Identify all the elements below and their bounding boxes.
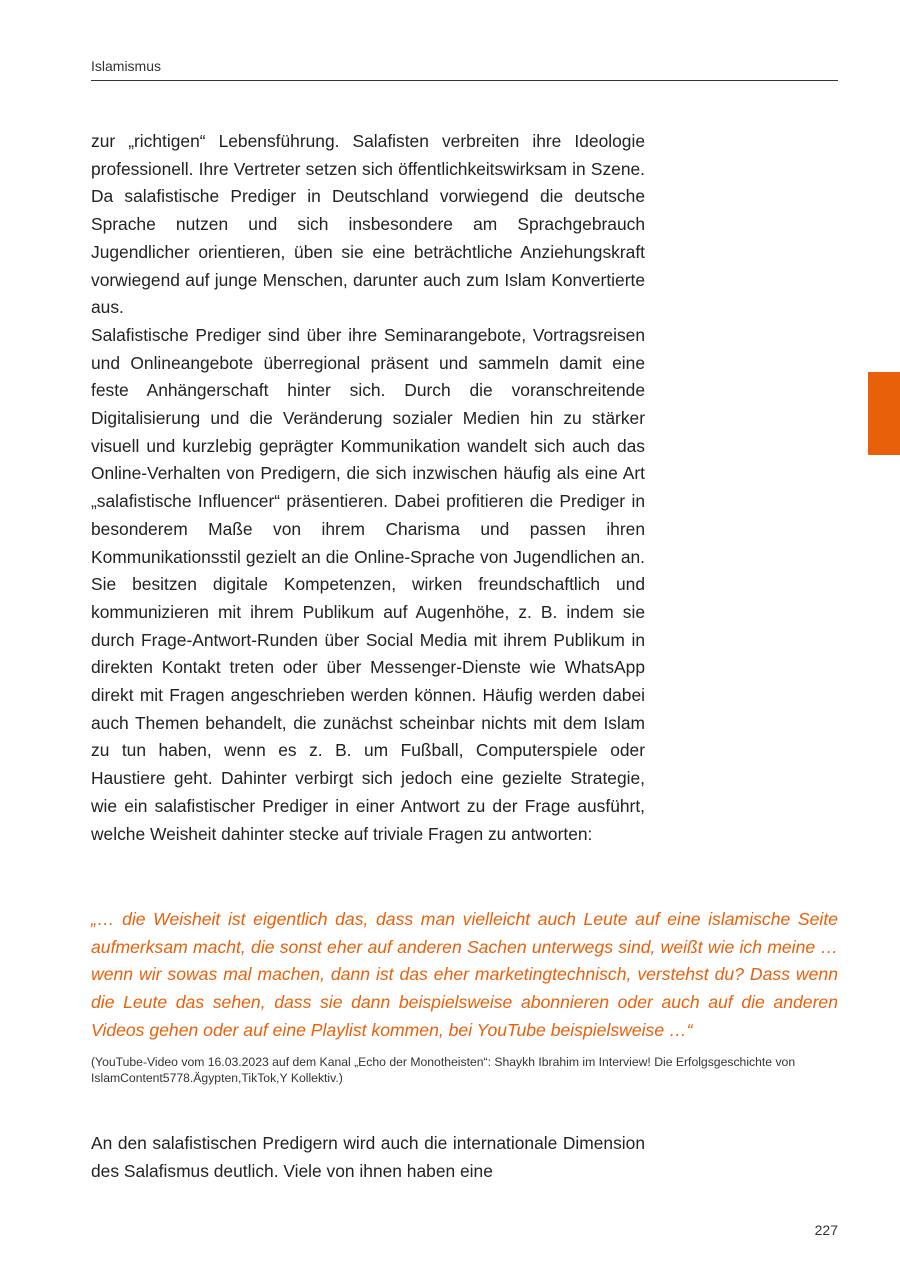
main-body-text xyxy=(91,128,645,848)
quote-citation: (YouTube-Video vom 16.03.2023 auf dem Kanal „Echo der Monotheisten“: Shaykh Ibrahim im Interview! Die Erfolgsgeschichte von IslamContent5778.Ägypten,TikTok,Y Kollektiv.) xyxy=(91,1055,796,1085)
pull-quote: „… die Weisheit ist eigentlich das, dass man vielleicht auch Leute auf eine islamische Seite aufmerksam macht, die sonst eher auf anderen Sachen unterwegs sind, weißt wie ich meine … wenn wir sowas mal machen, dann ist das eher marketingtechnisch, verstehst du? Dass wenn die Leute das sehen, dass sie dann beispielsweise abonnieren oder auch auf die anderen Videos gehen oder auf eine Playlist kommen, bei YouTube beispielsweise …“ xyxy=(91,909,838,1040)
paragraph: Salafistische Prediger sind über ihre Seminarangebote, Vortragsreisen und Onlineangebote überregional präsent und sammeln damit eine feste Anhängerschaft hinter sich. Durch die voranschreitende Digitalisierung und die Veränderung sozialer Medien hin zu stärker visuell und kurzlebig geprägter Kommunikation wandelt sich auch das Online-Verhalten von Predigern, die sich inzwischen häufig als eine Art „salafistische Influencer“ präsentieren. Dabei profitieren die Prediger in besonderem Maße von ihrem Charisma und passen ihren Kommunikationsstil gezielt an die Online-Sprache von Jugendlichen an. Sie besitzen digitale Kompetenzen, wirken freundschaftlich und kommunizieren mit ihrem Publikum auf Augenhöhe, z. B. indem sie durch Frage-Antwort-Runden über Social Media mit ihrem Publikum in direkten Kontakt treten oder über Messenger-Dienste wie WhatsApp direkt mit Fragen angeschrieben werden können. Häufig werden dabei auch Themen behandelt, die zunächst scheinbar nichts mit dem Islam zu tun haben, wenn es z. B. um Fußball, Computerspiele oder Haustiere geht. Dahinter verbirgt sich jedoch eine gezielte Strategie, wie ein salafistischer Prediger in einer Antwort zu der Frage ausführt, welche Weisheit dahinter stecke auf triviale Fragen zu antworten: xyxy=(91,324,645,844)
chapter-tab-marker xyxy=(868,372,900,455)
running-header: Islamismus xyxy=(91,58,162,74)
paragraph: zur „richtigen“ Lebensführung. Salafisten verbreiten ihre Ideologie professionell. Ihre Vertreter setzen sich öffentlichkeitswirksam in Szene. Da salafistische Prediger in Deutschland vorwiegend die deutsche Sprache nutzen und sich insbesondere am Sprachgebrauch Jugendlicher orientieren, üben sie eine beträchtliche Anziehungskraft vorwiegend auf junge Menschen, darunter auch zum Islam Konvertierte aus. xyxy=(91,131,645,318)
header-divider xyxy=(91,80,838,81)
paragraph: An den salafistischen Predigern wird auch die internationale Dimension des Salafismus deutlich. Viele von ihnen haben eine xyxy=(91,1133,645,1181)
page-number: 227 xyxy=(814,1222,838,1238)
